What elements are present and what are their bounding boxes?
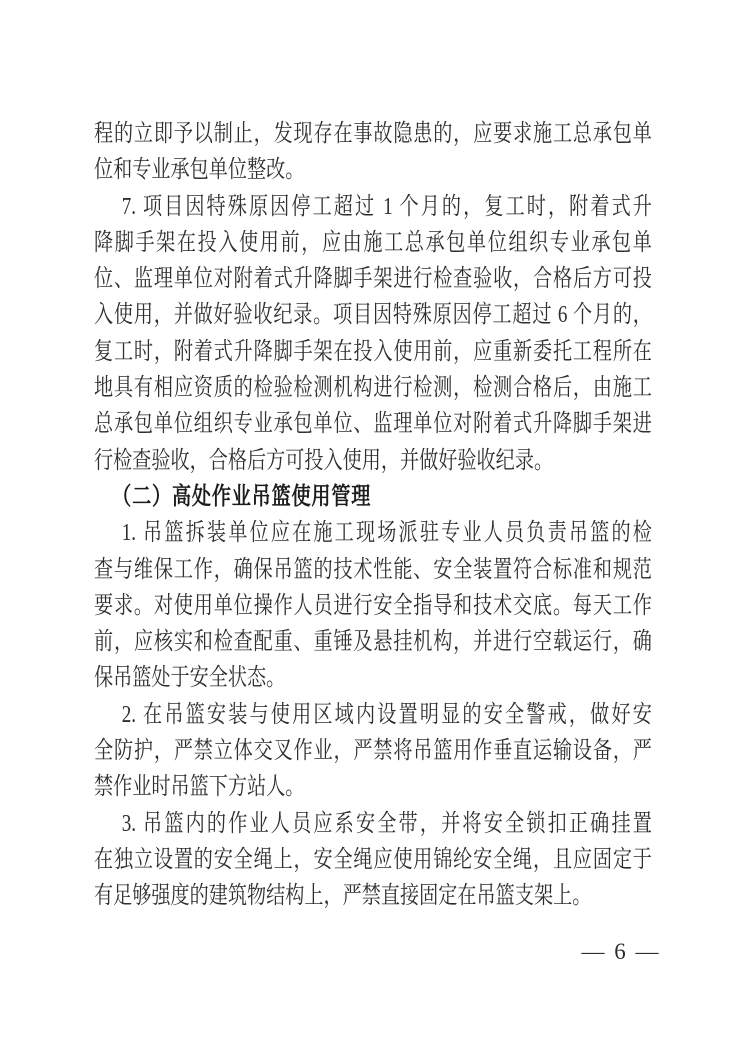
section-heading: （二）高处作业吊篮使用管理: [112, 483, 372, 510]
document-line: 入使用，并做好验收纪录。项目因特殊原因停工超过 6 个月的，: [94, 302, 652, 329]
document-line: 降脚手架在投入使用前，应由施工总承包单位组织专业承包单: [94, 229, 652, 256]
document-line: 要求。对使用单位操作人员进行安全指导和技术交底。每天工作: [94, 592, 652, 619]
document-line: 前，应核实和检查配重、重锤及悬挂机构，并进行空载运行，确: [94, 629, 652, 656]
document-line: 有足够强度的建筑物结构上，严禁直接固定在吊篮支架上。: [94, 883, 592, 910]
document-line: 位、监理单位对附着式升降脚手架进行检查验收，合格后方可投: [94, 266, 652, 293]
document-line: 程的立即予以制止，发现存在事故隐患的，应要求施工总承包单: [94, 121, 652, 147]
document-line: 1. 吊篮拆装单位应在施工现场派驻专业人员负责吊篮的检: [121, 520, 652, 547]
document-line: 复工时，附着式升降脚手架在投入使用前，应重新委托工程所在: [94, 338, 652, 365]
document-line: 2. 在吊篮安装与使用区域内设置明显的安全警戒，做好安: [121, 701, 652, 728]
document-line: 行检查验收，合格后方可投入使用，并做好验收纪录。: [94, 447, 554, 474]
document-line: 总承包单位组织专业承包单位、监理单位对附着式升降脚手架进: [94, 411, 652, 438]
document-line: 保吊篮处于安全状态。: [94, 665, 286, 692]
document-line: 位和专业承包单位整改。: [94, 157, 305, 184]
document-body: [94, 116, 652, 915]
document-line: 7. 项目因特殊原因停工超过 1 个月的，复工时，附着式升: [121, 193, 652, 220]
document-line: 地具有相应资质的检验检测机构进行检测，检测合格后，由施工: [94, 375, 652, 402]
document-line: 查与维保工作，确保吊篮的技术性能、安全装置符合标准和规范: [94, 556, 652, 583]
document-line: 禁作业时吊篮下方站人。: [94, 774, 305, 801]
page-number: — 6 —: [581, 939, 661, 964]
document-line: 在独立设置的安全绳上，安全绳应使用锦纶安全绳，且应固定于: [94, 846, 652, 873]
document-line: 3. 吊篮内的作业人员应系安全带，并将安全锁扣正确挂置: [121, 810, 652, 837]
document-line: 全防护，严禁立体交叉作业，严禁将吊篮用作垂直运输设备，严: [94, 738, 652, 765]
